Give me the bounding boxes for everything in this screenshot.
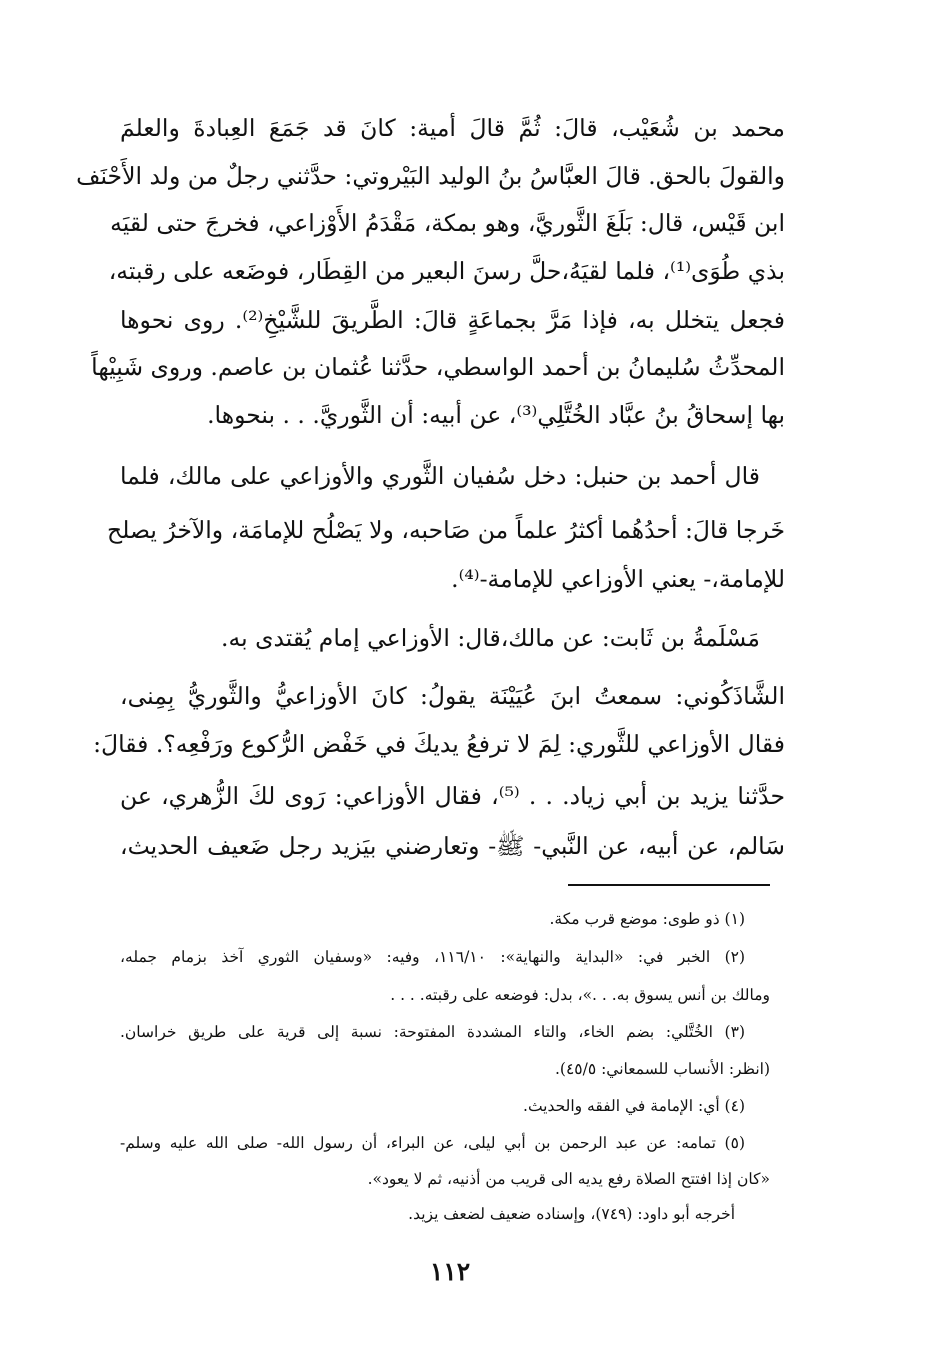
text-line: مَسْلَمةُ بن ثَابت: عن مالك،قال: الأوزاعي إمام يُقتدى به.	[221, 624, 760, 652]
text-line: فقال الأوزاعي للثَّوري: لِمَ لا ترفعُ يديكَ في خَفْض الرُّكوع ورَفْعِه؟. فقالَ:	[93, 730, 785, 758]
text-line: سَالم، عن أبيه، عن النَّبي- ﷺ- وتعارضني بيَزيد رجل ضَعيف الحديث،	[120, 832, 785, 860]
footnote: (٢) الخبر في: «البداية والنهاية»: ١١٦/١٠، وفيه: «وسفيان الثوري آخذ بزمام جمله،	[120, 948, 746, 966]
text-line: محمد بن شُعَيْب، قالَ: ثُمَّ قالَ أمية: كانَ قد جَمَعَ العِبادةَ والعلمَ	[120, 114, 785, 142]
footnote: (انظر: الأنساب للسمعاني: ٤٥/٥).	[554, 1060, 770, 1078]
footnote: (٤) أي: الإمامة في الفقه والحديث.	[523, 1097, 745, 1115]
text-line: خَرجا قالَ: أحدُهُما أكثرُ علماً من صَاحبه، ولا يَصْلُح للإمامَة، والآخرُ يصلح	[107, 516, 785, 544]
text-line: بذي طُوَى⁽¹⁾، فلما لقيَهُ،حلَّ رسنَ البعير من القِطَار، فوضَعه على رقبته،	[108, 257, 785, 285]
text-line: المحدِّثُ سُليمانُ بن أحمد الواسطي، حدَّثنا عُثمان بن عاصم. وروى شَبِيْهاً	[91, 353, 785, 381]
text-line: فجعل يتخلل به، فإذا مَرَّ بجماعَةٍ قالَ: الطَّريقَ للشَّيْخِ⁽²⁾. روى نحوها	[120, 306, 785, 334]
text-line: الشَّاذَكُوني: سمعتُ ابنَ عُيَيْنَة يقولُ: كانَ الأوزاعيُّ والثَّوريُّ بِمِنى،	[120, 682, 785, 710]
text-line: والقولَ بالحق. قالَ العبَّاسُ بنُ الوليد البَيْروتي: حدَّثني رجلٌ من ولد الأَحْنَف	[76, 162, 785, 190]
footnote: (٣) الخُتَّلي: بضم الخاء، والتاء المشددة المفتوحة: نسبة إلى قرية على طريق خراسان.	[120, 1023, 745, 1041]
text-line: حدَّثنا يزيد بن أبي زياد. . . ⁽⁵⁾، فقال الأوزاعي: رَوى لكَ الزُّهري، عن	[120, 782, 785, 810]
text-line: قال أحمد بن حنبل: دخل سُفيان الثَّوري والأوزاعي على مالك، فلما	[120, 462, 760, 490]
text-line: ابن قَيْس، قال: بَلَغَ الثَّوريَّ، وهو بمكة، مَقْدَمُ الأَوْزاعي، فخرجَ حتى لقيَه	[110, 209, 785, 237]
footnote-separator	[568, 884, 770, 886]
footnote: أخرجه أبو داود: (٧٤٩)، وإسناده ضعيف لضعف يزيد.	[408, 1205, 735, 1223]
footnote: ومالك بن أنس يسوق به. . .»، بدل: فوضعه على رقبته. . . .	[390, 986, 770, 1004]
text-line: للإمامة،- يعني الأوزاعي للإمامة-⁽⁴⁾.	[451, 565, 785, 593]
text-line: بها إسحاقُ بنُ عبَّاد الخُتَّلِي⁽³⁾، عن أبيه: أن الثَّوريَّ. . . بنحوها.	[207, 401, 785, 429]
footnote: (١) ذو طوى: موضع قرب مكة.	[549, 910, 745, 928]
footnote: (٥) تمامه: عن عبد الرحمن بن أبي ليلى، عن البراء، أن رسول الله- صلى الله عليه وسلم-	[120, 1134, 745, 1152]
footnote: «كان إذا افتتح الصلاة رفع يديه الى قريب من أذنيه، ثم لا يعود».	[367, 1170, 770, 1188]
page-number: ١١٢	[429, 1257, 471, 1286]
